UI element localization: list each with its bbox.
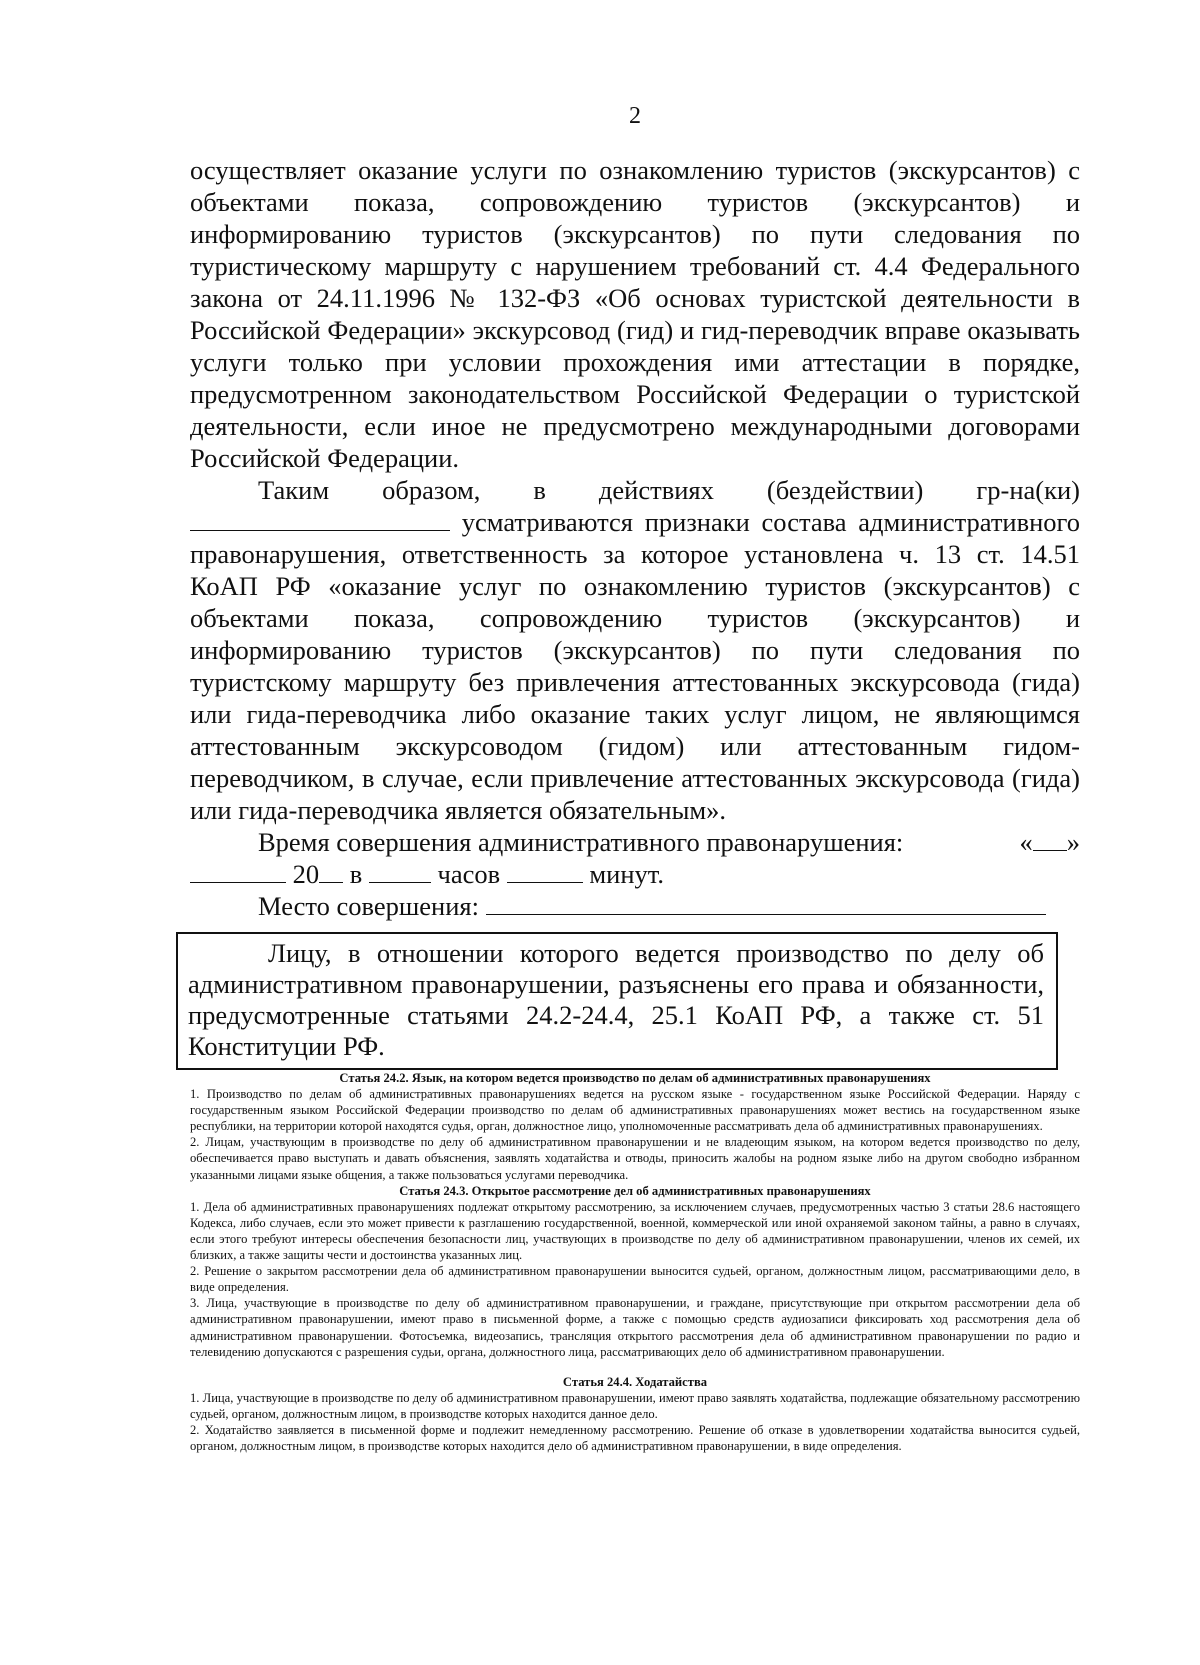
conclusion-text: усматриваются признаки состава административного правонарушения, ответственность за которое установлена ч. 13 ст. 14.51 КоАП РФ «оказание услуг по ознакомлению туристов (экскурсантов) с объектами показа, сопровождению туристов (экскурсантов) и информированию туристов (экскурсантов) по пути следования по туристскому маршруту без привлечения аттестованных экскурсовода (гида) или гида-переводчика либо оказание таких услуг лицом, не являющимся аттестованным экскурсоводом (гидом) или аттестованным гидом-переводчиком, в случае, если привлечение аттестованных экскурсовода (гида) или гида-переводчика является обязательным». <box>190 507 1080 825</box>
paragraph-offense-description: осуществляет оказание услуги по ознакомлению туристов (экскурсантов) с объектами показа, сопровождению туристов (экскурсантов) и информированию туристов (экскурсантов) по пути следования по туристическому маршруту с нарушением требований ст. 4.4 Федерального закона от 24.11.1996 № 132-ФЗ «Об основах туристской деятельности в Российской Федерации» экскурсовод (гид) и гид-переводчик вправе оказывать услуги только при условии прохождения ими аттестации в порядке, предусмотренном законодательством Российской Федерации о туристской деятельности, если иное не предусмотрено международными договорами Российской Федерации. <box>190 155 1080 473</box>
hours-label: часов <box>437 859 501 889</box>
article-24-2-part-1: 1. Производство по делам об административных правонарушениях ведется на русском языке - государственном языке Российской Федерации. Наряду с государственным языком Российской Федерации производство по делам об административных правонарушениях может вестись на государственном языке республики, на территории которой находятся судья, орган, должностное лицо, уполномоченные рассматривать дела об административных правонарушениях. <box>190 1087 1080 1134</box>
year-blank[interactable] <box>319 858 343 883</box>
quote-open: « <box>1019 827 1033 857</box>
law-excerpts <box>190 1070 1080 1454</box>
article-24-3-part-2: 2. Решение о закрытом рассмотрении дела об административном правонарушении выносится судьей, органом, должностным лицом, рассматривающими дело, в виде определения. <box>190 1264 1080 1295</box>
time-line-2 <box>190 858 1080 890</box>
hours-blank[interactable] <box>369 858 431 883</box>
year-prefix: 20 <box>292 859 320 889</box>
rights-notice-text: Лицу, в отношении которого ведется производство по делу об административном правонарушении, разъяснены его права и обязанности, предусмотренные статьями 24.2-24.4, 25.1 КоАП РФ, а также ст. 51 Конституции РФ. <box>188 938 1044 1061</box>
rights-notice-box <box>176 932 1058 1070</box>
article-24-3-part-3: 3. Лица, участвующие в производстве по делу об административном правонарушении, и граждане, присутствующие при открытом рассмотрении дела об административном правонарушении, имеют право в письменной форме, а также с помощью средств аудиозаписи фиксировать ход рассмотрения дела об административном правонарушении. Фотосъемка, видеозапись, трансляция открытого рассмотрения дела об административном правонарушении по радио и телевидению допускаются с разрешения судьи, органа, должностного лица, рассматривающих дело об административном правонарушении. <box>190 1296 1080 1359</box>
time-label: Время совершения административного правонарушения: <box>258 827 904 857</box>
article-24-3-title: Статья 24.3. Открытое рассмотрение дел об административных правонарушениях <box>399 1183 871 1198</box>
place-blank[interactable] <box>486 890 1046 915</box>
time-day <box>1020 826 1081 858</box>
place-line <box>190 890 1080 922</box>
page-number: 2 <box>629 103 641 129</box>
article-24-4-part-1: 1. Лица, участвующие в производстве по делу об административном правонарушении, имеют право заявлять ходатайства, подлежащие обязательному рассмотрению судьей, органом, должностным лицом, в производстве которых находится данное дело. <box>190 1390 1080 1421</box>
conclusion-lead-text: Таким образом, в действиях (бездействии) гр-на(ки) <box>258 475 1080 505</box>
paragraph-conclusion <box>190 506 1080 826</box>
time-line <box>190 826 1080 858</box>
article-24-4-part-2: 2. Ходатайство заявляется в письменной форме и подлежит немедленному рассмотрению. Решение об отказе в удовлетворении ходатайства выносится судьей, органом, должностным лицом, в производстве которых находится дело об административном правонарушении, в виде определения. <box>190 1422 1080 1454</box>
quote-close: » <box>1066 827 1080 857</box>
minutes-blank[interactable] <box>507 858 583 883</box>
article-24-4-title: Статья 24.4. Ходатайства <box>562 1374 708 1389</box>
main-text <box>190 154 1080 922</box>
minutes-label: минут. <box>589 859 664 889</box>
place-label: Место совершения: <box>258 891 479 921</box>
time-in-label: в <box>349 859 363 889</box>
day-blank[interactable] <box>1033 826 1067 851</box>
month-blank[interactable] <box>190 858 286 883</box>
article-24-2-title: Статья 24.2. Язык, на котором ведется производство по делам об административных правонарушениях <box>339 1071 931 1085</box>
offender-name-blank[interactable] <box>190 506 450 531</box>
paragraph-conclusion-lead <box>190 474 1080 506</box>
article-24-2-part-2: 2. Лицам, участвующим в производстве по делу об административном правонарушении и не владеющим языком, на котором ведется производство по делу, обеспечивается право выступать и давать объяснения, заявлять ходатайства и отводы, приносить жалобы на родном языке либо на другом свободно избранном указанными лицами языке общения, а также пользоваться услугами переводчика. <box>190 1135 1080 1182</box>
article-24-3-part-1: 1. Дела об административных правонарушениях подлежат открытому рассмотрению, за исключением случаев, предусмотренных частью 3 статьи 28.6 настоящего Кодекса, либо случаев, если это может привести к разглашению государственной, военной, коммерческой или иной охраняемой законом тайны, а равно в случаях, если этого требуют интересы обеспечения безопасности лиц, участвующих в производстве по делу об административном правонарушении, членов их семей, их близких, а также защиты чести и достоинства указанных лиц. <box>190 1199 1080 1263</box>
